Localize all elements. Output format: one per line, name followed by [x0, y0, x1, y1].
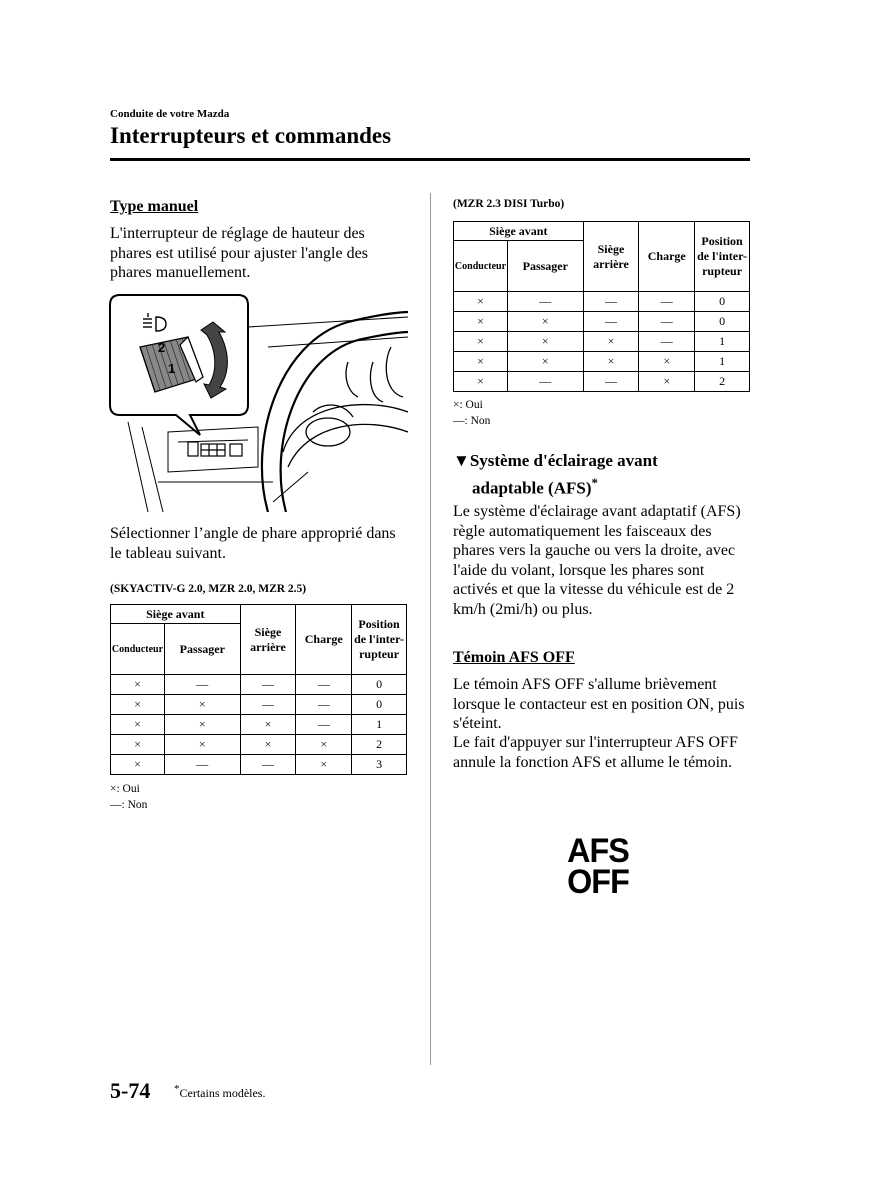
header-conducteur: Conducteur [454, 241, 508, 292]
section-label: Conduite de votre Mazda [110, 108, 230, 120]
footnote-text: Certains modèles. [179, 1086, 266, 1100]
afs-logo-line2: OFF [567, 863, 629, 901]
afs-off-subhead: Témoin AFS OFF [453, 649, 575, 666]
header-siege-avant: Siège avant [111, 605, 241, 624]
triangle-marker-icon: ▼ [453, 451, 470, 470]
wheel-label-1: 1 [168, 361, 176, 376]
afs-logo-line1: AFS [567, 832, 629, 870]
table-row: × × — — 0 [111, 695, 407, 715]
manual-type-subhead: Type manuel [110, 198, 199, 215]
column-divider [430, 193, 431, 1065]
right-legend-no: —: Non [453, 415, 491, 427]
header-charge: Charge [296, 605, 352, 675]
header-charge: Charge [639, 222, 695, 292]
asterisk-icon: * [591, 475, 598, 490]
header-siege-arriere: Siège arrière [240, 605, 296, 675]
footnote [174, 1083, 265, 1101]
page-number: 5-74 [110, 1078, 151, 1103]
select-angle-text: Sélectionner l’angle de phare approprié dans le tableau suivant. [110, 525, 396, 562]
left-legend-yes: ×: Oui [110, 783, 140, 795]
right-table-caption: (MZR 2.3 DISI Turbo) [453, 198, 565, 210]
header-siege-avant: Siège avant [454, 222, 584, 241]
left-position-table [110, 604, 407, 775]
table-row: × — — × 2 [454, 372, 750, 392]
header-passager: Passager [507, 241, 583, 292]
afs-off-text-1: Le témoin AFS OFF s'allume brièvement lorsque le contacteur est en position ON, puis s'éteint. [453, 676, 745, 732]
table-row: × — — — 0 [454, 292, 750, 312]
table-row: × × × × 1 [454, 352, 750, 372]
table-row: × × × — 1 [111, 715, 407, 735]
header-position: Position de l'inter-rupteur [352, 605, 407, 675]
afs-off-text-2: Le fait d'appuyer sur l'interrupteur AFS OFF annule la fonction AFS et allume le témoin. [453, 734, 738, 771]
table-row: × × × × 2 [111, 735, 407, 755]
afs-heading-line1: Système d'éclairage avant [469, 451, 658, 470]
manual-intro-text: L'interrupteur de réglage de hauteur des phares est utilisé pour ajuster l'angle des phares manuellement. [110, 225, 368, 281]
header-conducteur: Conducteur [111, 624, 165, 675]
wheel-label-2: 2 [158, 340, 166, 355]
afs-heading [453, 450, 658, 500]
table-row: × — — × 3 [111, 755, 407, 775]
left-table-caption: (SKYACTIV-G 2.0, MZR 2.0, MZR 2.5) [110, 583, 307, 595]
title-rule [110, 158, 750, 161]
page-title: Interrupteurs et commandes [110, 123, 392, 148]
header-passager: Passager [164, 624, 240, 675]
header-position: Position de l'inter-rupteur [695, 222, 750, 292]
afs-description: Le système d'éclairage avant adaptatif (AFS) règle automatiquement les faisceaux des phares vers la gauche ou vers la droite, avec l'aide du volant, lorsque les phares sont activés et que la vitesse du véhicule est de 2 km/h (2mi/h) ou plus. [453, 503, 741, 618]
footnote-star: * [174, 1083, 180, 1095]
table-row: × × — — 0 [454, 312, 750, 332]
left-legend-no: —: Non [110, 799, 148, 811]
header-siege-arriere: Siège arrière [583, 222, 639, 292]
table-row: × — — — 0 [111, 675, 407, 695]
table-row: × × × — 1 [454, 332, 750, 352]
right-position-table [453, 221, 750, 392]
headlight-switch-figure [108, 292, 408, 512]
right-legend-yes: ×: Oui [453, 399, 483, 411]
afs-heading-line2: adaptable (AFS) [472, 478, 592, 498]
afs-off-indicator-icon [565, 832, 631, 901]
